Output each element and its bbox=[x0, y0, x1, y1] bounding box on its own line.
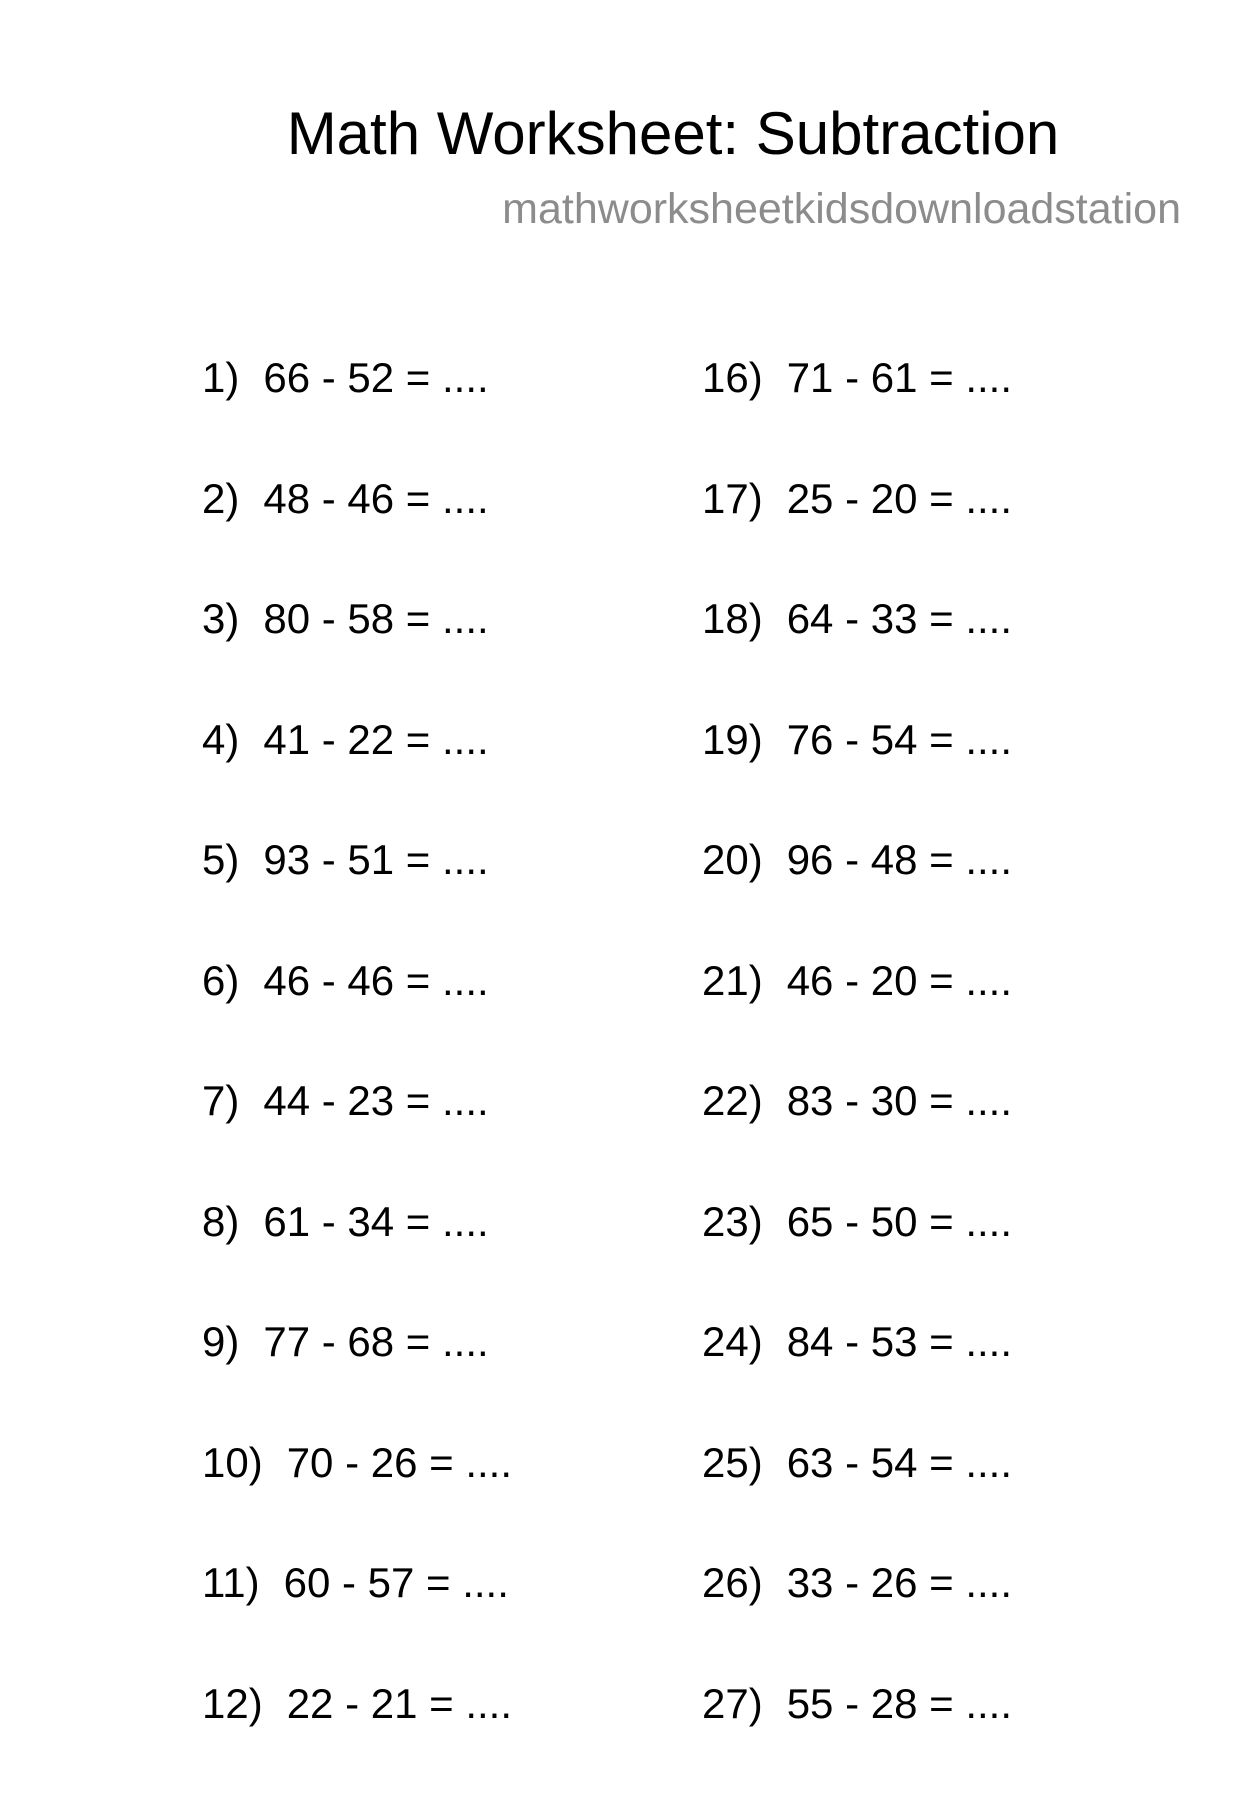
problem-item bbox=[702, 1194, 1012, 1315]
problem-number: 5) bbox=[202, 832, 239, 888]
problem-item bbox=[202, 712, 512, 833]
problem-number: 7) bbox=[202, 1073, 239, 1129]
worksheet-title: Math Worksheet: Subtraction bbox=[0, 98, 1240, 170]
problem-expression: 80 - 58 = .... bbox=[263, 595, 488, 642]
problem-item bbox=[702, 1676, 1012, 1796]
problem-item bbox=[702, 1555, 1012, 1676]
problem-expression: 63 - 54 = .... bbox=[787, 1439, 1012, 1486]
problem-number: 8) bbox=[202, 1194, 239, 1250]
problem-item bbox=[702, 1073, 1012, 1194]
worksheet-source: mathworksheetkidsdownloadstation bbox=[502, 184, 1181, 234]
problem-expression: 70 - 26 = .... bbox=[287, 1439, 512, 1486]
problem-expression: 25 - 20 = .... bbox=[787, 475, 1012, 522]
problem-expression: 71 - 61 = .... bbox=[787, 354, 1012, 401]
problem-item bbox=[702, 1435, 1012, 1556]
problem-number: 21) bbox=[702, 953, 763, 1009]
problem-expression: 41 - 22 = .... bbox=[263, 716, 488, 763]
problem-number: 9) bbox=[202, 1314, 239, 1370]
problem-item bbox=[202, 591, 512, 712]
problem-item bbox=[702, 953, 1012, 1074]
problem-number: 18) bbox=[702, 591, 763, 647]
problem-item bbox=[202, 832, 512, 953]
problem-expression: 65 - 50 = .... bbox=[787, 1198, 1012, 1245]
problem-number: 1) bbox=[202, 350, 239, 406]
problem-number: 27) bbox=[702, 1676, 763, 1732]
problem-item bbox=[202, 1073, 512, 1194]
problem-expression: 55 - 28 = .... bbox=[787, 1680, 1012, 1727]
problem-number: 17) bbox=[702, 471, 763, 527]
problem-item bbox=[702, 832, 1012, 953]
problem-column-right bbox=[702, 350, 1012, 1796]
problem-item bbox=[202, 1314, 512, 1435]
problem-number: 10) bbox=[202, 1435, 263, 1491]
problem-expression: 77 - 68 = .... bbox=[263, 1318, 488, 1365]
problem-item bbox=[202, 953, 512, 1074]
problem-number: 25) bbox=[702, 1435, 763, 1491]
problem-item bbox=[202, 1194, 512, 1315]
problem-expression: 46 - 20 = .... bbox=[787, 957, 1012, 1004]
problem-number: 3) bbox=[202, 591, 239, 647]
problem-expression: 46 - 46 = .... bbox=[263, 957, 488, 1004]
problem-number: 11) bbox=[202, 1555, 260, 1611]
problem-item bbox=[202, 1435, 512, 1556]
problem-item bbox=[702, 1314, 1012, 1435]
problem-number: 19) bbox=[702, 712, 763, 768]
problem-item bbox=[702, 350, 1012, 471]
problem-item bbox=[702, 712, 1012, 833]
problem-number: 24) bbox=[702, 1314, 763, 1370]
problem-expression: 33 - 26 = .... bbox=[787, 1559, 1012, 1606]
problem-expression: 66 - 52 = .... bbox=[263, 354, 488, 401]
problem-number: 16) bbox=[702, 350, 763, 406]
problem-item bbox=[202, 1676, 512, 1796]
problem-number: 26) bbox=[702, 1555, 763, 1611]
problem-item bbox=[202, 1555, 512, 1676]
problem-number: 12) bbox=[202, 1676, 263, 1732]
problem-expression: 48 - 46 = .... bbox=[263, 475, 488, 522]
problem-expression: 76 - 54 = .... bbox=[787, 716, 1012, 763]
problem-item bbox=[702, 591, 1012, 712]
problem-number: 20) bbox=[702, 832, 763, 888]
problem-number: 2) bbox=[202, 471, 239, 527]
problem-number: 23) bbox=[702, 1194, 763, 1250]
problem-column-left bbox=[202, 350, 512, 1796]
problem-item bbox=[202, 471, 512, 592]
problem-expression: 84 - 53 = .... bbox=[787, 1318, 1012, 1365]
problem-item bbox=[702, 471, 1012, 592]
problem-number: 4) bbox=[202, 712, 239, 768]
problem-item bbox=[202, 350, 512, 471]
problem-expression: 93 - 51 = .... bbox=[263, 836, 488, 883]
problem-expression: 96 - 48 = .... bbox=[787, 836, 1012, 883]
problem-expression: 44 - 23 = .... bbox=[263, 1077, 488, 1124]
problem-expression: 83 - 30 = .... bbox=[787, 1077, 1012, 1124]
problem-number: 6) bbox=[202, 953, 239, 1009]
problem-number: 22) bbox=[702, 1073, 763, 1129]
problem-expression: 60 - 57 = .... bbox=[284, 1559, 509, 1606]
problem-expression: 64 - 33 = .... bbox=[787, 595, 1012, 642]
problem-expression: 61 - 34 = .... bbox=[263, 1198, 488, 1245]
problem-expression: 22 - 21 = .... bbox=[287, 1680, 512, 1727]
